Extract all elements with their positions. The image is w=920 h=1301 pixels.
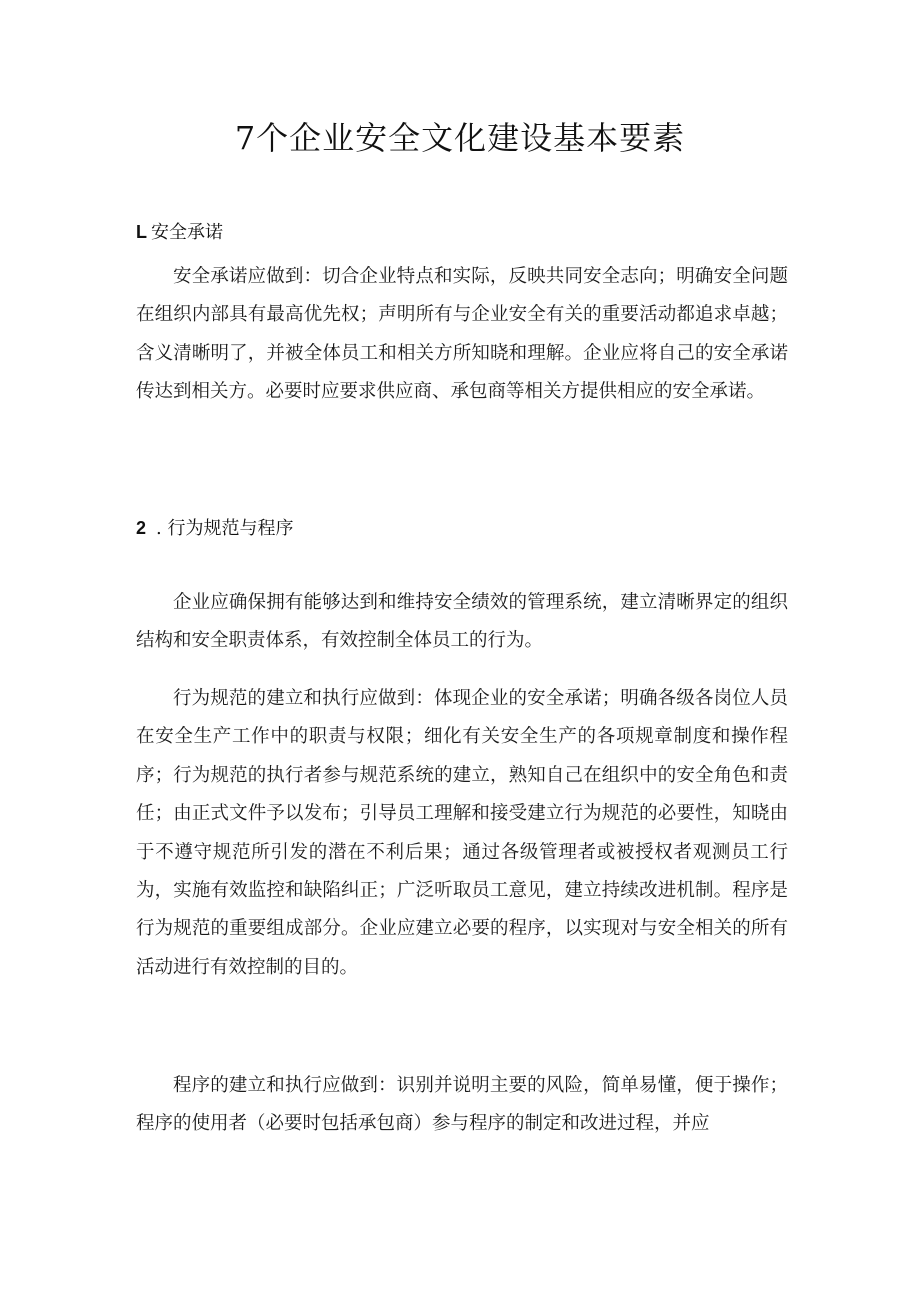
paragraph-management-system: 企业应确保拥有能够达到和维持安全绩效的管理系统，建立清晰界定的组织结构和安全职责体系，有效控制全体员工的行为。 — [136, 592, 788, 652]
section-heading-behavior-norms — [136, 514, 293, 543]
paragraph-safety-commitment: 安全承诺应做到：切合企业特点和实际，反映共同安全志向；明确安全问题在组织内部具有最高优先权；声明所有与企业安全有关的重要活动都追求卓越；含义清晰明了，并被全体员工和相关方所知晓和理解。企业应将自己的安全承诺传达到相关方。必要时应要求供应商、承包商等相关方提供相应的安全承诺。 — [136, 266, 788, 403]
paragraph-procedures: 程序的建立和执行应做到：识别并说明主要的风险，简单易懂，便于操作；程序的使用者（必要时包括承包商）参与程序的制定和改进过程，并应 — [136, 1075, 788, 1135]
section-heading-text: . 行为规范与程序 — [156, 518, 294, 539]
section-number: 2 — [136, 518, 147, 538]
document-title: 7个企业安全文化建设基本要素 — [234, 119, 686, 157]
section-heading-text: 安全承诺 — [151, 222, 223, 243]
section-number: L — [136, 222, 147, 242]
section-heading-safety-commitment — [136, 218, 223, 247]
paragraph-behavior-norms: 行为规范的建立和执行应做到：体现企业的安全承诺；明确各级各岗位人员在安全生产工作中的职责与权限；细化有关安全生产的各项规章制度和操作程序；行为规范的执行者参与规范系统的建立，熟知自己在组织中的安全角色和责任；由正式文件予以发布；引导员工理解和接受建立行为规范的必要性，知晓由于不遵守规范所引发的潜在不利后果；通过各级管理者或被授权者观测员工行为，实施有效监控和缺陷纠正；广泛听取员工意见，建立持续改进机制。程序是行为规范的重要组成部分。企业应建立必要的程序，以实现对与安全相关的所有活动进行有效控制的目的。 — [136, 688, 788, 978]
